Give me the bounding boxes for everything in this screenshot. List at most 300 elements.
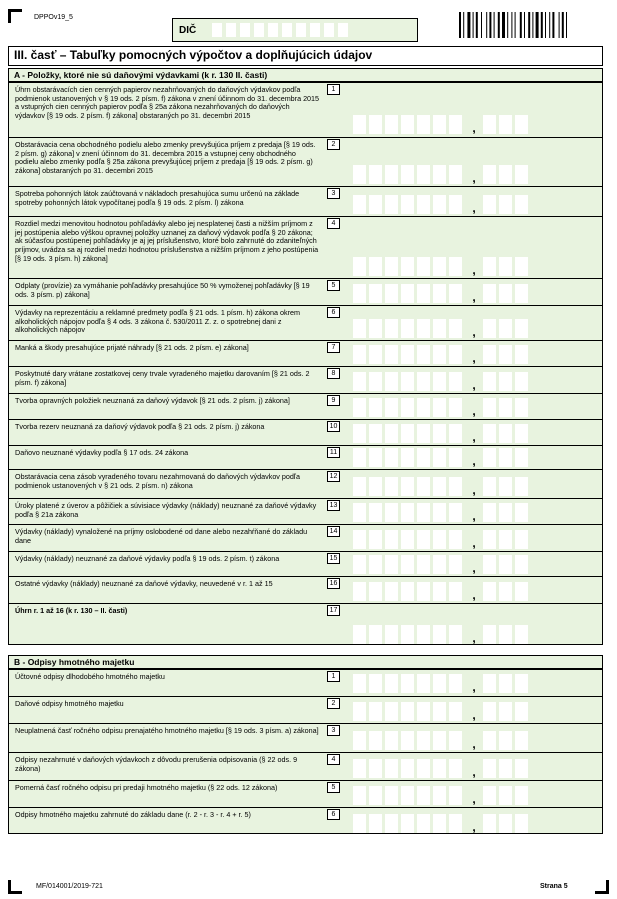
amount-digit-cell[interactable]: [385, 319, 398, 338]
dic-cell[interactable]: [310, 23, 320, 37]
amount-digit-cell[interactable]: [449, 814, 462, 833]
amount-digit-cell[interactable]: [417, 345, 430, 364]
section-a-amount-input[interactable]: [353, 372, 531, 391]
amount-digit-cell[interactable]: [385, 372, 398, 391]
section-a-row-number: 5: [327, 280, 340, 291]
amount-digit-cell[interactable]: [385, 165, 398, 184]
amount-digit-cell[interactable]: [417, 702, 430, 721]
amount-digit-cell[interactable]: [483, 257, 496, 276]
amount-digit-cell[interactable]: [499, 319, 512, 338]
amount-digit-cell[interactable]: [449, 284, 462, 303]
amount-digit-cell[interactable]: [385, 195, 398, 214]
amount-digit-cell[interactable]: [353, 530, 366, 549]
amount-digit-cell[interactable]: [449, 448, 462, 467]
amount-digit-cell[interactable]: [483, 731, 496, 750]
amount-digit-cell[interactable]: [483, 582, 496, 601]
amount-digit-cell[interactable]: [353, 319, 366, 338]
amount-digit-cell[interactable]: [433, 257, 446, 276]
amount-digit-cell[interactable]: [353, 398, 366, 417]
amount-digit-cell[interactable]: [449, 786, 462, 805]
amount-digit-cell[interactable]: [401, 625, 414, 644]
amount-digit-cell[interactable]: [433, 165, 446, 184]
barcode-bar: [489, 12, 491, 38]
amount-digit-cell[interactable]: [401, 257, 414, 276]
amount-digit-cell[interactable]: [417, 759, 430, 778]
barcode-bar: [511, 12, 512, 38]
amount-digit-cell[interactable]: [433, 702, 446, 721]
section-b-amount-input[interactable]: [353, 786, 531, 805]
amount-digit-cell[interactable]: [369, 530, 382, 549]
amount-digit-cell[interactable]: [417, 195, 430, 214]
dic-cell[interactable]: [226, 23, 236, 37]
amount-digit-cell[interactable]: [369, 165, 382, 184]
amount-digit-cell[interactable]: [449, 195, 462, 214]
section-a-row-number: 7: [327, 342, 340, 353]
amount-digit-cell[interactable]: [433, 503, 446, 522]
amount-digit-cell[interactable]: [483, 398, 496, 417]
amount-digit-cell[interactable]: [385, 448, 398, 467]
dic-cell[interactable]: [254, 23, 264, 37]
amount-digit-cell[interactable]: [369, 625, 382, 644]
section-a-row-label: Spotreba pohonných látok zaúčtovaná v nákladoch presahujúca sumu určenú na základe spotreby pohonných látok vypočítanej podľa § 19 ods. 2 písm. l) zákona: [15, 189, 300, 207]
amount-digit-cell[interactable]: [401, 674, 414, 693]
section-a-row-number: 1: [327, 84, 340, 95]
section-a-row-number: 10: [327, 421, 340, 432]
section-b-row-1: [9, 670, 602, 696]
amount-digit-cell[interactable]: [369, 731, 382, 750]
amount-digit-cell[interactable]: [369, 195, 382, 214]
amount-digit-cell[interactable]: [483, 503, 496, 522]
amount-digit-cell[interactable]: [515, 424, 528, 443]
amount-digit-cell[interactable]: [353, 786, 366, 805]
amount-digit-cell[interactable]: [499, 284, 512, 303]
amount-digit-cell[interactable]: [433, 115, 446, 134]
amount-digit-cell[interactable]: [369, 582, 382, 601]
amount-digit-cell[interactable]: [417, 530, 430, 549]
amount-digit-cell[interactable]: [353, 555, 366, 574]
amount-digit-cell[interactable]: [499, 165, 512, 184]
barcode-bar: [476, 12, 478, 38]
amount-digit-cell[interactable]: [417, 257, 430, 276]
amount-digit-cell[interactable]: [353, 284, 366, 303]
amount-digit-cell[interactable]: [433, 674, 446, 693]
section-a-amount-input[interactable]: [353, 284, 531, 303]
amount-digit-cell[interactable]: [433, 372, 446, 391]
amount-digit-cell[interactable]: [515, 345, 528, 364]
amount-digit-cell[interactable]: [401, 786, 414, 805]
amount-digit-cell[interactable]: [449, 372, 462, 391]
amount-digit-cell[interactable]: [515, 731, 528, 750]
amount-digit-cell[interactable]: [483, 702, 496, 721]
amount-digit-cell[interactable]: [499, 814, 512, 833]
amount-digit-cell[interactable]: [483, 165, 496, 184]
amount-digit-cell[interactable]: [433, 345, 446, 364]
amount-digit-cell[interactable]: [433, 424, 446, 443]
amount-digit-cell[interactable]: [499, 582, 512, 601]
amount-digit-cell[interactable]: [515, 503, 528, 522]
section-a-amount-input[interactable]: [353, 503, 531, 522]
amount-digit-cell[interactable]: [369, 284, 382, 303]
decimal-comma: ,: [472, 325, 476, 339]
amount-digit-cell[interactable]: [385, 759, 398, 778]
amount-digit-cell[interactable]: [369, 424, 382, 443]
amount-digit-cell[interactable]: [483, 319, 496, 338]
amount-digit-cell[interactable]: [499, 625, 512, 644]
amount-digit-cell[interactable]: [433, 555, 446, 574]
section-a-amount-input[interactable]: [353, 424, 531, 443]
amount-digit-cell[interactable]: [515, 625, 528, 644]
amount-digit-cell[interactable]: [353, 674, 366, 693]
amount-digit-cell[interactable]: [483, 424, 496, 443]
amount-digit-cell[interactable]: [417, 555, 430, 574]
section-a-row-label: Úhrn obstarávacích cien cenných papierov nezahrňovaných do daňových výdavkov podľa podmienok ustanovených v § 19 ods. 2 písm. f) zákona v znení účinnom do 31. decembra 2015 a vstupných cien cenných papierov podľa § 25a zákona nezahrňovaných do daňových výdavkov [§ 19 ods. 2 písm. f) zákona] obstaraných po 31. decembri 2015: [15, 85, 320, 121]
amount-digit-cell[interactable]: [353, 448, 366, 467]
section-b-amount-input[interactable]: [353, 759, 531, 778]
amount-digit-cell[interactable]: [417, 284, 430, 303]
amount-digit-cell[interactable]: [449, 731, 462, 750]
amount-digit-cell[interactable]: [449, 530, 462, 549]
amount-digit-cell[interactable]: [483, 372, 496, 391]
amount-digit-cell[interactable]: [353, 477, 366, 496]
section-b-row-number: 1: [327, 671, 340, 682]
amount-digit-cell[interactable]: [417, 786, 430, 805]
amount-digit-cell[interactable]: [401, 503, 414, 522]
amount-digit-cell[interactable]: [353, 372, 366, 391]
amount-digit-cell[interactable]: [369, 477, 382, 496]
amount-digit-cell[interactable]: [401, 372, 414, 391]
amount-digit-cell[interactable]: [449, 555, 462, 574]
amount-digit-cell[interactable]: [385, 702, 398, 721]
amount-digit-cell[interactable]: [417, 674, 430, 693]
amount-digit-cell[interactable]: [515, 195, 528, 214]
amount-digit-cell[interactable]: [369, 702, 382, 721]
amount-digit-cell[interactable]: [401, 195, 414, 214]
dic-cell[interactable]: [268, 23, 278, 37]
amount-digit-cell[interactable]: [499, 477, 512, 496]
amount-digit-cell[interactable]: [515, 530, 528, 549]
amount-digit-cell[interactable]: [369, 555, 382, 574]
section-a-amount-input[interactable]: [353, 345, 531, 364]
amount-digit-cell[interactable]: [499, 345, 512, 364]
amount-digit-cell[interactable]: [515, 257, 528, 276]
section-a-amount-input[interactable]: [353, 398, 531, 417]
section-b-row-number: 5: [327, 782, 340, 793]
amount-digit-cell[interactable]: [515, 759, 528, 778]
amount-digit-cell[interactable]: [417, 372, 430, 391]
amount-digit-cell[interactable]: [499, 372, 512, 391]
dic-cell[interactable]: [296, 23, 306, 37]
amount-digit-cell[interactable]: [401, 115, 414, 134]
amount-digit-cell[interactable]: [353, 424, 366, 443]
amount-digit-cell[interactable]: [385, 345, 398, 364]
dic-cell[interactable]: [324, 23, 334, 37]
amount-digit-cell[interactable]: [433, 731, 446, 750]
amount-digit-cell[interactable]: [433, 398, 446, 417]
amount-digit-cell[interactable]: [353, 625, 366, 644]
amount-digit-cell[interactable]: [401, 165, 414, 184]
amount-digit-cell[interactable]: [433, 530, 446, 549]
amount-digit-cell[interactable]: [515, 398, 528, 417]
amount-digit-cell[interactable]: [483, 477, 496, 496]
amount-digit-cell[interactable]: [385, 115, 398, 134]
amount-digit-cell[interactable]: [433, 195, 446, 214]
amount-digit-cell[interactable]: [401, 398, 414, 417]
section-a-amount-input[interactable]: [353, 165, 531, 184]
amount-digit-cell[interactable]: [433, 814, 446, 833]
amount-digit-cell[interactable]: [515, 674, 528, 693]
amount-digit-cell[interactable]: [433, 448, 446, 467]
section-b-row-number: 6: [327, 809, 340, 820]
amount-digit-cell[interactable]: [417, 582, 430, 601]
amount-digit-cell[interactable]: [433, 284, 446, 303]
section-a-amount-input[interactable]: [353, 582, 531, 601]
amount-digit-cell[interactable]: [433, 759, 446, 778]
amount-digit-cell[interactable]: [449, 165, 462, 184]
amount-digit-cell[interactable]: [515, 319, 528, 338]
section-a-row-9: [9, 393, 602, 420]
amount-digit-cell[interactable]: [401, 448, 414, 467]
amount-digit-cell[interactable]: [515, 814, 528, 833]
amount-digit-cell[interactable]: [499, 115, 512, 134]
amount-digit-cell[interactable]: [401, 582, 414, 601]
amount-digit-cell[interactable]: [433, 625, 446, 644]
amount-digit-cell[interactable]: [499, 530, 512, 549]
amount-digit-cell[interactable]: [483, 786, 496, 805]
amount-digit-cell[interactable]: [401, 530, 414, 549]
amount-digit-cell[interactable]: [369, 257, 382, 276]
barcode-bar: [528, 12, 530, 38]
amount-digit-cell[interactable]: [449, 625, 462, 644]
section-b-amount-input[interactable]: [353, 674, 531, 693]
amount-digit-cell[interactable]: [417, 814, 430, 833]
amount-digit-cell[interactable]: [369, 503, 382, 522]
amount-digit-cell[interactable]: [385, 674, 398, 693]
section-b-amount-input[interactable]: [353, 814, 531, 833]
amount-digit-cell[interactable]: [515, 448, 528, 467]
amount-digit-cell[interactable]: [353, 759, 366, 778]
amount-digit-cell[interactable]: [369, 372, 382, 391]
amount-digit-cell[interactable]: [385, 257, 398, 276]
amount-digit-cell[interactable]: [417, 398, 430, 417]
amount-digit-cell[interactable]: [515, 702, 528, 721]
section-a-amount-input[interactable]: [353, 625, 531, 644]
dic-cell[interactable]: [240, 23, 250, 37]
section-a-amount-input[interactable]: [353, 555, 531, 574]
amount-digit-cell[interactable]: [401, 319, 414, 338]
amount-digit-cell[interactable]: [417, 625, 430, 644]
amount-digit-cell[interactable]: [483, 759, 496, 778]
amount-digit-cell[interactable]: [417, 477, 430, 496]
amount-digit-cell[interactable]: [385, 398, 398, 417]
amount-digit-cell[interactable]: [515, 115, 528, 134]
amount-digit-cell[interactable]: [353, 195, 366, 214]
amount-digit-cell[interactable]: [417, 165, 430, 184]
amount-digit-cell[interactable]: [385, 530, 398, 549]
section-a-amount-input[interactable]: [353, 195, 531, 214]
barcode-bar: [549, 12, 550, 38]
amount-digit-cell[interactable]: [353, 582, 366, 601]
amount-digit-cell[interactable]: [353, 731, 366, 750]
amount-digit-cell[interactable]: [449, 398, 462, 417]
amount-digit-cell[interactable]: [449, 257, 462, 276]
barcode-bar: [463, 12, 464, 38]
section-a-row-label: Úhrn r. 1 až 16 (k r. 130 – II. časti): [15, 606, 128, 615]
amount-digit-cell[interactable]: [499, 702, 512, 721]
amount-digit-cell[interactable]: [483, 814, 496, 833]
amount-digit-cell[interactable]: [417, 424, 430, 443]
section-a-row-label: Výdavky na reprezentáciu a reklamné predmety podľa § 21 ods. 1 písm. h) zákona okrem alkoholických nápojov podľa § 4 ods. 3 zákona č. 530/2011 Z. z. o spotrebnej dani z alkoholických nápojov: [15, 308, 300, 335]
amount-digit-cell[interactable]: [499, 731, 512, 750]
amount-digit-cell[interactable]: [483, 195, 496, 214]
section-a-row-4: [9, 216, 602, 279]
amount-digit-cell[interactable]: [353, 345, 366, 364]
amount-digit-cell[interactable]: [499, 398, 512, 417]
amount-digit-cell[interactable]: [369, 759, 382, 778]
amount-digit-cell[interactable]: [417, 731, 430, 750]
corner-mark-top-left: [8, 9, 22, 23]
amount-digit-cell[interactable]: [483, 674, 496, 693]
amount-digit-cell[interactable]: [449, 702, 462, 721]
barcode-bar: [559, 12, 560, 38]
amount-digit-cell[interactable]: [353, 702, 366, 721]
amount-digit-cell[interactable]: [499, 555, 512, 574]
amount-digit-cell[interactable]: [401, 345, 414, 364]
amount-digit-cell[interactable]: [369, 319, 382, 338]
amount-digit-cell[interactable]: [515, 477, 528, 496]
amount-digit-cell[interactable]: [385, 582, 398, 601]
dic-cell[interactable]: [338, 23, 348, 37]
amount-digit-cell[interactable]: [483, 284, 496, 303]
amount-digit-cell[interactable]: [369, 674, 382, 693]
amount-digit-cell[interactable]: [401, 702, 414, 721]
amount-digit-cell[interactable]: [353, 115, 366, 134]
amount-digit-cell[interactable]: [449, 477, 462, 496]
amount-digit-cell[interactable]: [515, 582, 528, 601]
amount-digit-cell[interactable]: [483, 530, 496, 549]
amount-digit-cell[interactable]: [483, 448, 496, 467]
amount-digit-cell[interactable]: [483, 555, 496, 574]
amount-digit-cell[interactable]: [369, 786, 382, 805]
amount-digit-cell[interactable]: [515, 786, 528, 805]
amount-digit-cell[interactable]: [449, 503, 462, 522]
amount-digit-cell[interactable]: [353, 257, 366, 276]
corner-mark-bottom-right: [595, 880, 609, 894]
amount-digit-cell[interactable]: [353, 503, 366, 522]
amount-digit-cell[interactable]: [369, 398, 382, 417]
section-a-row-label: Tvorba rezerv neuznaná za daňový výdavok podľa § 21 ods. 2 písm. j) zákona: [15, 422, 265, 431]
amount-digit-cell[interactable]: [385, 814, 398, 833]
amount-digit-cell[interactable]: [385, 555, 398, 574]
amount-digit-cell[interactable]: [385, 786, 398, 805]
amount-digit-cell[interactable]: [369, 115, 382, 134]
section-a-amount-input[interactable]: [353, 319, 531, 338]
section-b-row-4: [9, 752, 602, 781]
amount-digit-cell[interactable]: [385, 625, 398, 644]
amount-digit-cell[interactable]: [449, 319, 462, 338]
amount-digit-cell[interactable]: [483, 625, 496, 644]
amount-digit-cell[interactable]: [449, 582, 462, 601]
section-b-amount-input[interactable]: [353, 731, 531, 750]
amount-digit-cell[interactable]: [369, 814, 382, 833]
amount-digit-cell[interactable]: [499, 195, 512, 214]
section-a-row-label: Rozdiel medzi menovitou hodnotou pohľadávky alebo jej nesplatenej časti a nižším príjmom z jej postúpenia alebo výškou opravnej položky uznanej za daňový výdavok podľa § 20 zákona; ak súčasťou postúpenej pohľadávky je aj jej príslušenstvo, ktoré bolo zahrnuté do zdaniteľných príjmov, uvádza sa aj rozdiel medzi hodnotou príslušenstva a nižším príjmom z jeho postúpenia [§ 19 ods. 3 písm. h) zákona]: [15, 219, 319, 263]
amount-digit-cell[interactable]: [353, 814, 366, 833]
dic-cell[interactable]: [212, 23, 222, 37]
section-a-amount-input[interactable]: [353, 530, 531, 549]
amount-digit-cell[interactable]: [499, 759, 512, 778]
amount-digit-cell[interactable]: [417, 319, 430, 338]
amount-digit-cell[interactable]: [515, 165, 528, 184]
page-number: Strana 5: [540, 883, 568, 890]
amount-digit-cell[interactable]: [499, 674, 512, 693]
section-a-amount-input[interactable]: [353, 477, 531, 496]
barcode-bar: [507, 12, 508, 38]
amount-digit-cell[interactable]: [449, 345, 462, 364]
section-a-amount-input[interactable]: [353, 448, 531, 467]
amount-digit-cell[interactable]: [449, 674, 462, 693]
amount-digit-cell[interactable]: [433, 477, 446, 496]
dic-cell[interactable]: [282, 23, 292, 37]
amount-digit-cell[interactable]: [401, 555, 414, 574]
section-a-amount-input[interactable]: [353, 257, 531, 276]
barcode-bar: [498, 12, 500, 38]
amount-digit-cell[interactable]: [401, 759, 414, 778]
amount-digit-cell[interactable]: [483, 345, 496, 364]
amount-digit-cell[interactable]: [499, 257, 512, 276]
amount-digit-cell[interactable]: [385, 477, 398, 496]
amount-digit-cell[interactable]: [499, 503, 512, 522]
amount-digit-cell[interactable]: [433, 319, 446, 338]
amount-digit-cell[interactable]: [515, 372, 528, 391]
amount-digit-cell[interactable]: [401, 424, 414, 443]
amount-digit-cell[interactable]: [385, 731, 398, 750]
section-a-row-label: Poskytnuté dary vrátane zostatkovej ceny trvale vyradeného majetku darovaním [§ 21 ods. 2 písm. f) zákona]: [15, 369, 310, 387]
barcode-bar: [562, 12, 564, 38]
barcode-bar: [494, 12, 495, 38]
section-a-row-6: [9, 305, 602, 341]
amount-digit-cell[interactable]: [369, 448, 382, 467]
amount-digit-cell[interactable]: [499, 448, 512, 467]
section-a-amount-input[interactable]: [353, 115, 531, 134]
amount-digit-cell[interactable]: [433, 786, 446, 805]
amount-digit-cell[interactable]: [515, 284, 528, 303]
amount-digit-cell[interactable]: [515, 555, 528, 574]
amount-digit-cell[interactable]: [385, 284, 398, 303]
amount-digit-cell[interactable]: [499, 424, 512, 443]
amount-digit-cell[interactable]: [401, 477, 414, 496]
amount-digit-cell[interactable]: [417, 448, 430, 467]
amount-digit-cell[interactable]: [433, 582, 446, 601]
amount-digit-cell[interactable]: [499, 786, 512, 805]
amount-digit-cell[interactable]: [449, 759, 462, 778]
amount-digit-cell[interactable]: [483, 115, 496, 134]
amount-digit-cell[interactable]: [417, 115, 430, 134]
amount-digit-cell[interactable]: [401, 731, 414, 750]
amount-digit-cell[interactable]: [385, 424, 398, 443]
amount-digit-cell[interactable]: [401, 814, 414, 833]
amount-digit-cell[interactable]: [353, 165, 366, 184]
amount-digit-cell[interactable]: [449, 115, 462, 134]
section-a-table: [8, 82, 603, 645]
amount-digit-cell[interactable]: [385, 503, 398, 522]
dic-input[interactable]: [212, 23, 352, 37]
section-b-amount-input[interactable]: [353, 702, 531, 721]
section-b-row-label: Neuplatnená časť ročného odpisu prenajatého hmotného majetku [§ 19 ods. 3 písm. a) zákona]: [15, 726, 319, 735]
amount-digit-cell[interactable]: [449, 424, 462, 443]
amount-digit-cell[interactable]: [401, 284, 414, 303]
amount-digit-cell[interactable]: [369, 345, 382, 364]
amount-digit-cell[interactable]: [417, 503, 430, 522]
